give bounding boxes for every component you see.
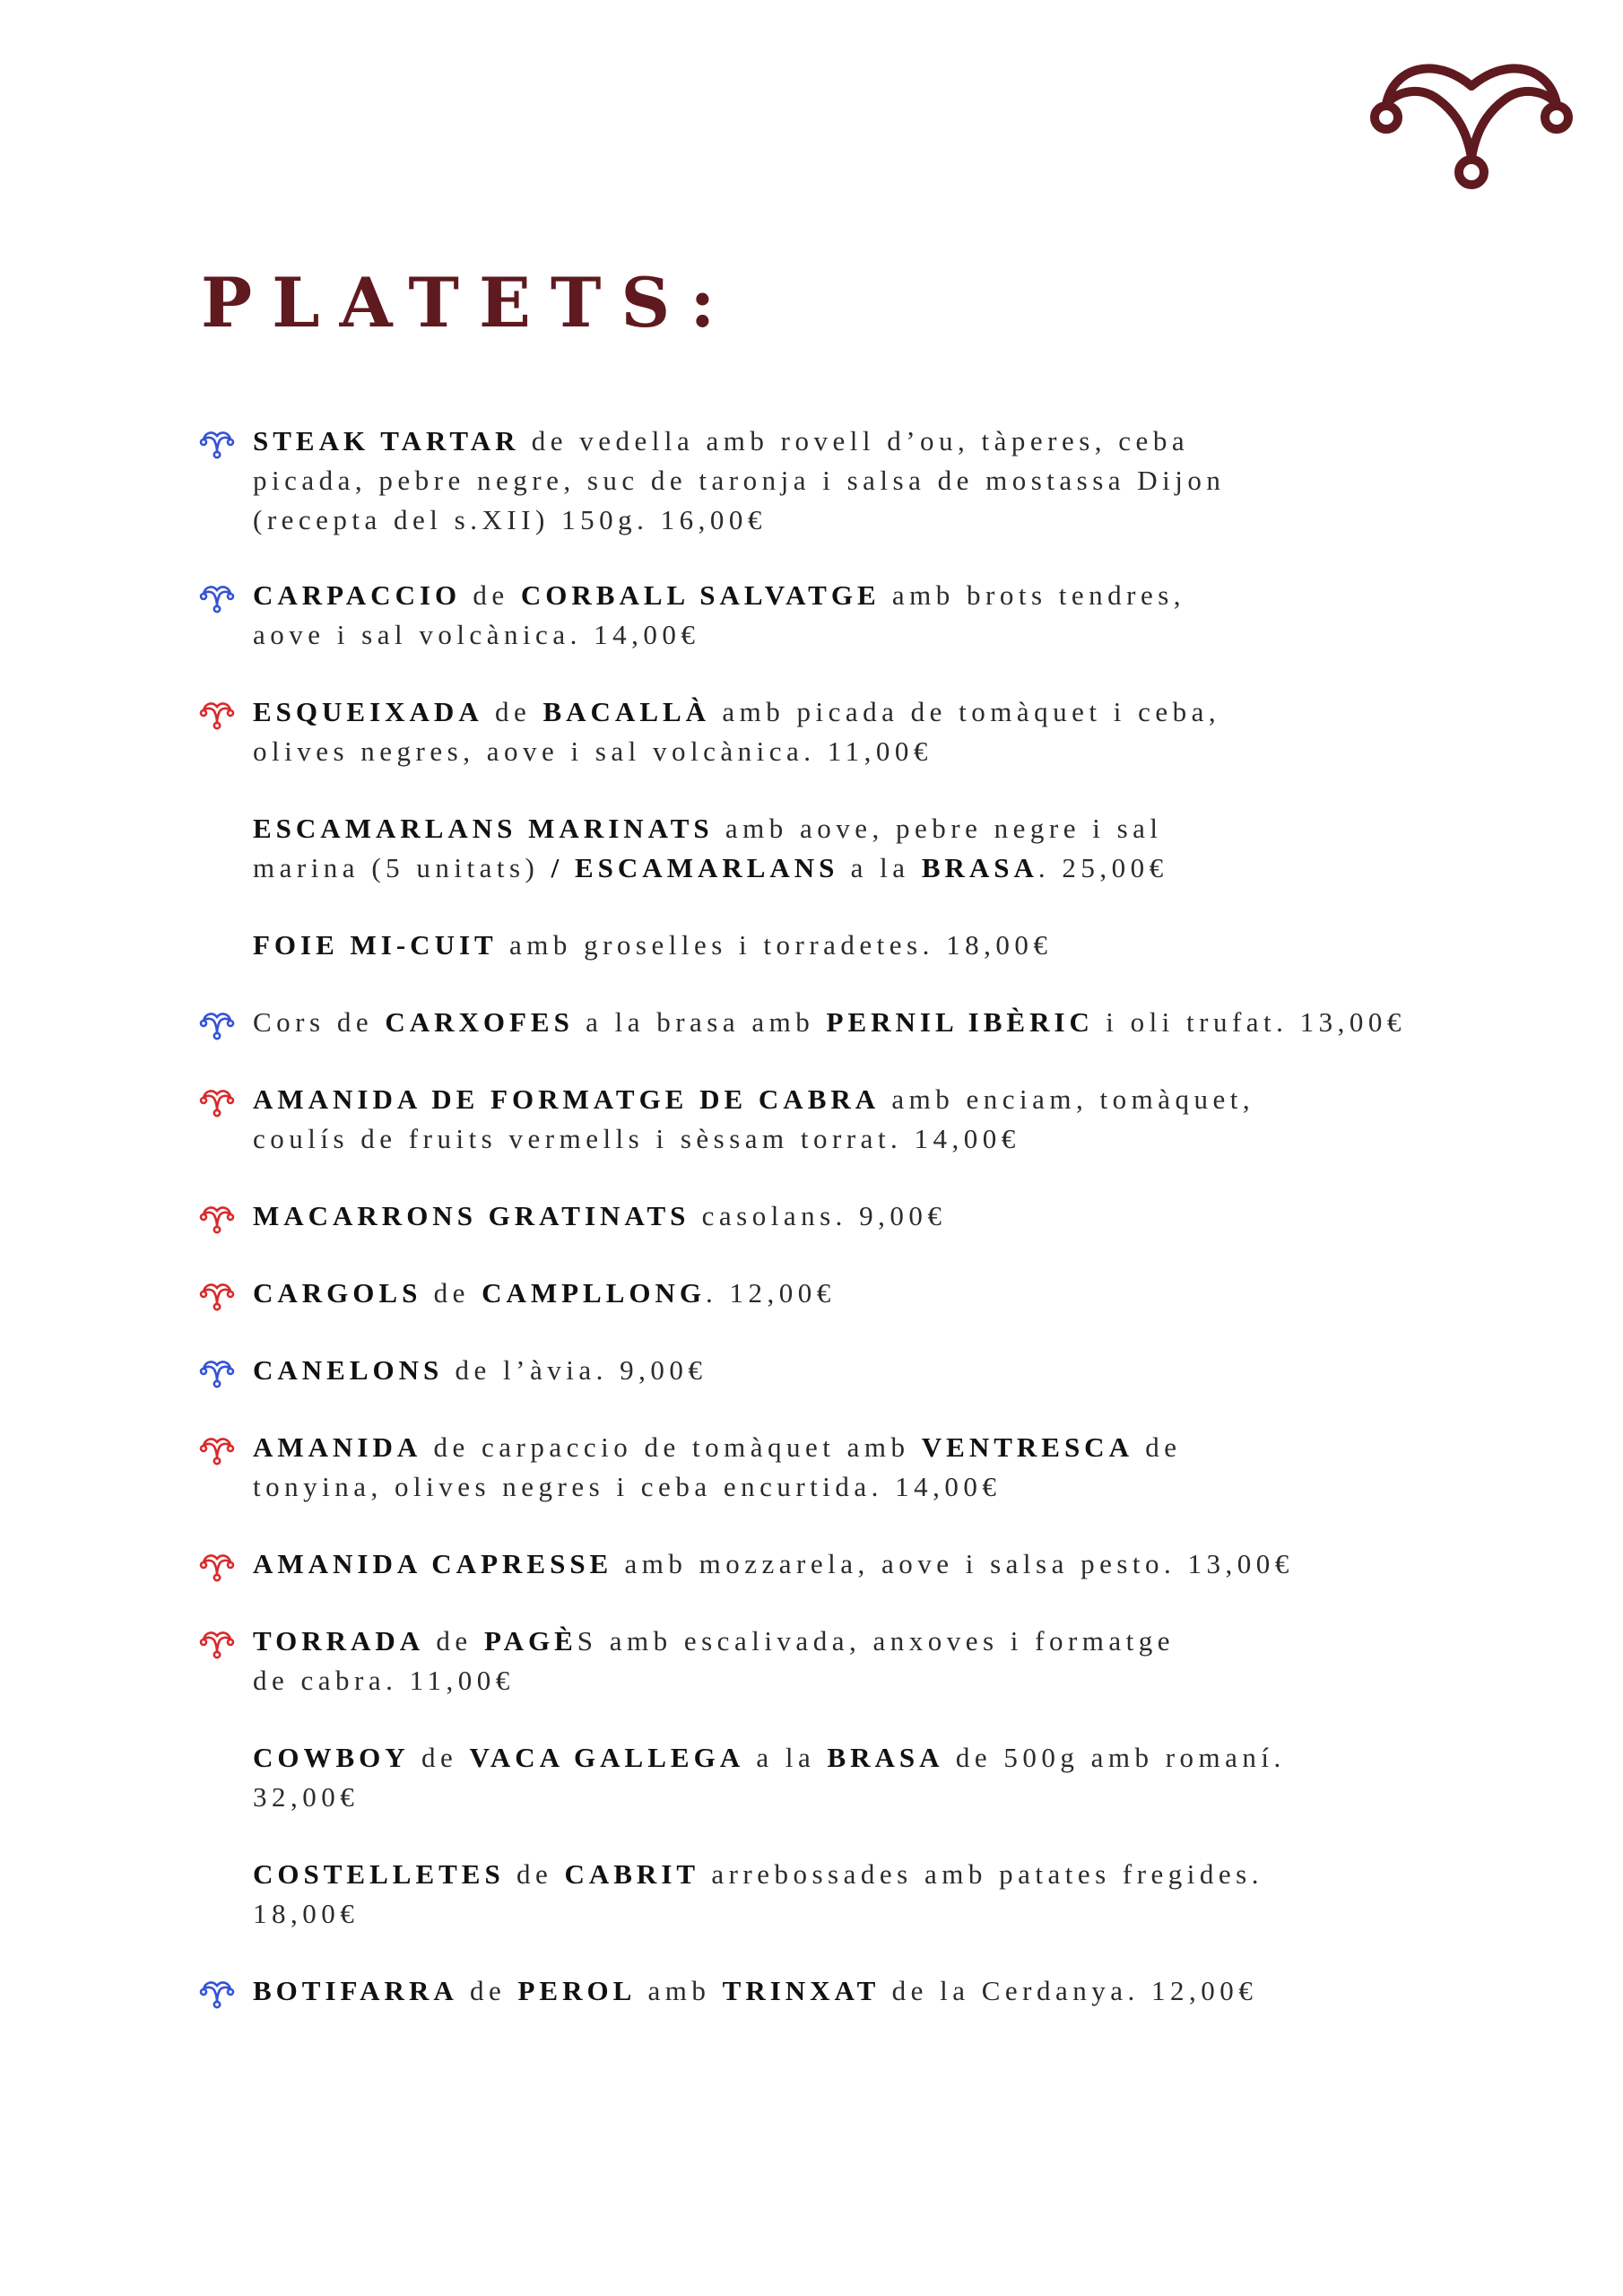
dish-description: a la — [838, 852, 922, 883]
dish-name: COSTELLETES — [253, 1858, 505, 1890]
dish-description: de — [421, 1277, 482, 1309]
menu-item — [253, 1003, 1544, 1042]
dish-description: de — [482, 696, 543, 727]
dish-description: (recepta del s.XII) 150g. 16,00€ — [253, 504, 767, 535]
dish-description: de — [1133, 1431, 1182, 1463]
dish-description: de 500g amb romaní. — [943, 1742, 1286, 1773]
page-title: PLATETS: — [201, 263, 735, 343]
menu-item-text — [253, 576, 1544, 655]
dish-name: TRINXAT — [722, 1975, 881, 2006]
dish-description: de carpaccio de tomàquet amb — [421, 1431, 922, 1463]
dish-description: de — [424, 1625, 484, 1657]
jester-bullet-icon — [199, 1629, 235, 1659]
menu-item — [253, 1080, 1544, 1159]
dish-description: . 12,00€ — [706, 1277, 836, 1309]
dish-name: CABRIT — [564, 1858, 700, 1890]
dish-description: 18,00€ — [253, 1898, 360, 1929]
menu-item-text — [253, 1622, 1544, 1700]
dish-description: amb mozzarela, aove i salsa pesto. 13,00€ — [612, 1548, 1294, 1579]
menu-item — [253, 422, 1544, 540]
dish-name: / ESCAMARLANS — [551, 852, 839, 883]
jester-bullet-icon — [199, 1435, 235, 1465]
dish-name: CANELONS — [253, 1354, 444, 1386]
jester-bullet-icon — [199, 1087, 235, 1118]
jester-bullet-icon — [199, 1358, 235, 1388]
dish-name: CORBALL SALVATGE — [520, 579, 881, 611]
dish-description: amb brots tendres, — [880, 579, 1186, 611]
menu-item — [253, 1855, 1544, 1934]
dish-name: VACA GALLEGA — [469, 1742, 745, 1773]
dish-description: S amb escalivada, anxoves i formatge — [577, 1625, 1176, 1657]
menu-item-text — [253, 809, 1544, 888]
menu-item — [253, 809, 1544, 888]
dish-name: ESCAMARLANS MARINATS — [253, 813, 714, 844]
dish-description: olives negres, aove i sal volcànica. 11,00€ — [253, 735, 933, 767]
dish-description: . 25,00€ — [1037, 852, 1168, 883]
jester-bullet-icon — [199, 583, 235, 613]
jester-hat-logo-icon — [1367, 50, 1576, 194]
menu-item-text — [253, 1351, 1544, 1390]
dish-description: amb enciam, tomàquet, — [880, 1083, 1255, 1115]
menu-item — [253, 1196, 1544, 1236]
menu-item — [253, 1428, 1544, 1507]
dish-description: amb picada de tomàquet i ceba, — [710, 696, 1221, 727]
menu-item — [253, 1351, 1544, 1390]
dish-name: VENTRESCA — [921, 1431, 1133, 1463]
dish-name: BRASA — [921, 852, 1038, 883]
dish-description: de — [504, 1858, 565, 1890]
menu-item — [253, 692, 1544, 771]
dish-description: i oli trufat. 13,00€ — [1093, 1006, 1406, 1038]
dish-description: aove i sal volcànica. 14,00€ — [253, 619, 700, 650]
menu-item — [253, 926, 1544, 965]
menu-item-text — [253, 692, 1544, 771]
dish-description: de la Cerdanya. 12,00€ — [880, 1975, 1258, 2006]
dish-description: amb groselles i torradetes. 18,00€ — [497, 929, 1053, 961]
menu-item-text — [253, 1855, 1544, 1934]
dish-name: AMANIDA DE FORMATGE DE CABRA — [253, 1083, 881, 1115]
jester-bullet-icon — [199, 1979, 235, 2009]
menu-item-text — [253, 1428, 1544, 1507]
menu-item-text — [253, 1971, 1544, 2011]
dish-name: BRASA — [827, 1742, 944, 1773]
menu-item-text — [253, 1738, 1544, 1817]
dish-description: tonyina, olives negres i ceba encurtida. 14,00€ — [253, 1471, 1002, 1502]
dish-name: PERNIL IBÈRIC — [826, 1006, 1094, 1038]
dish-name: AMANIDA — [253, 1431, 422, 1463]
dish-name: CAMPLLONG — [482, 1277, 707, 1309]
dish-description: amb — [636, 1975, 723, 2006]
dish-description: Cors de — [253, 1006, 386, 1038]
dish-description: de — [409, 1742, 470, 1773]
jester-bullet-icon — [199, 429, 235, 459]
dish-name: AMANIDA CAPRESSE — [253, 1548, 613, 1579]
dish-description: arrebossades amb patates fregides. — [699, 1858, 1263, 1890]
dish-name: BACALLÀ — [542, 696, 711, 727]
dish-name: FOIE MI-CUIT — [253, 929, 498, 961]
menu-item-text — [253, 1080, 1544, 1159]
dish-description: amb aove, pebre negre i sal — [713, 813, 1163, 844]
dish-name: ESQUEIXADA — [253, 696, 483, 727]
menu-item — [253, 1544, 1544, 1584]
dish-description: de cabra. 11,00€ — [253, 1665, 515, 1696]
dish-description: de — [461, 579, 521, 611]
menu-item-text — [253, 1274, 1544, 1313]
dish-name: PEROL — [517, 1975, 637, 2006]
dish-description: picada, pebre negre, suc de taronja i salsa de mostassa Dijon — [253, 465, 1226, 496]
dish-description: de vedella amb rovell d’ou, tàperes, ceba — [519, 425, 1190, 457]
dish-description: a la — [744, 1742, 828, 1773]
dish-description: 32,00€ — [253, 1781, 360, 1813]
menu-item-text — [253, 422, 1544, 540]
dish-description: marina (5 unitats) — [253, 852, 551, 883]
dish-description: coulís de fruits vermells i sèssam torrat. 14,00€ — [253, 1123, 1020, 1154]
dish-name: COWBOY — [253, 1742, 410, 1773]
dish-name: CARGOLS — [253, 1277, 422, 1309]
dish-description: a la brasa amb — [573, 1006, 827, 1038]
menu-item-text — [253, 926, 1544, 965]
jester-bullet-icon — [199, 1552, 235, 1582]
menu-item — [253, 1274, 1544, 1313]
dish-name: PAGÈ — [483, 1625, 577, 1657]
menu-item — [253, 576, 1544, 655]
menu-item-text — [253, 1196, 1544, 1236]
menu-item-text — [253, 1544, 1544, 1584]
menu-item — [253, 1622, 1544, 1700]
dish-name: BOTIFARRA — [253, 1975, 458, 2006]
dish-description: de — [457, 1975, 518, 2006]
jester-bullet-icon — [199, 1010, 235, 1040]
dish-name: TORRADA — [253, 1625, 425, 1657]
jester-bullet-icon — [199, 1204, 235, 1234]
menu-item-text — [253, 1003, 1544, 1042]
dish-name: CARXOFES — [385, 1006, 574, 1038]
menu-item — [253, 1971, 1544, 2011]
dish-name: STEAK TARTAR — [253, 425, 520, 457]
dish-name: MACARRONS GRATINATS — [253, 1200, 690, 1231]
jester-bullet-icon — [199, 1281, 235, 1311]
dish-description: casolans. 9,00€ — [690, 1200, 947, 1231]
dish-name: CARPACCIO — [253, 579, 462, 611]
menu-item — [253, 1738, 1544, 1817]
dish-description: de l’àvia. 9,00€ — [443, 1354, 707, 1386]
jester-bullet-icon — [199, 700, 235, 730]
